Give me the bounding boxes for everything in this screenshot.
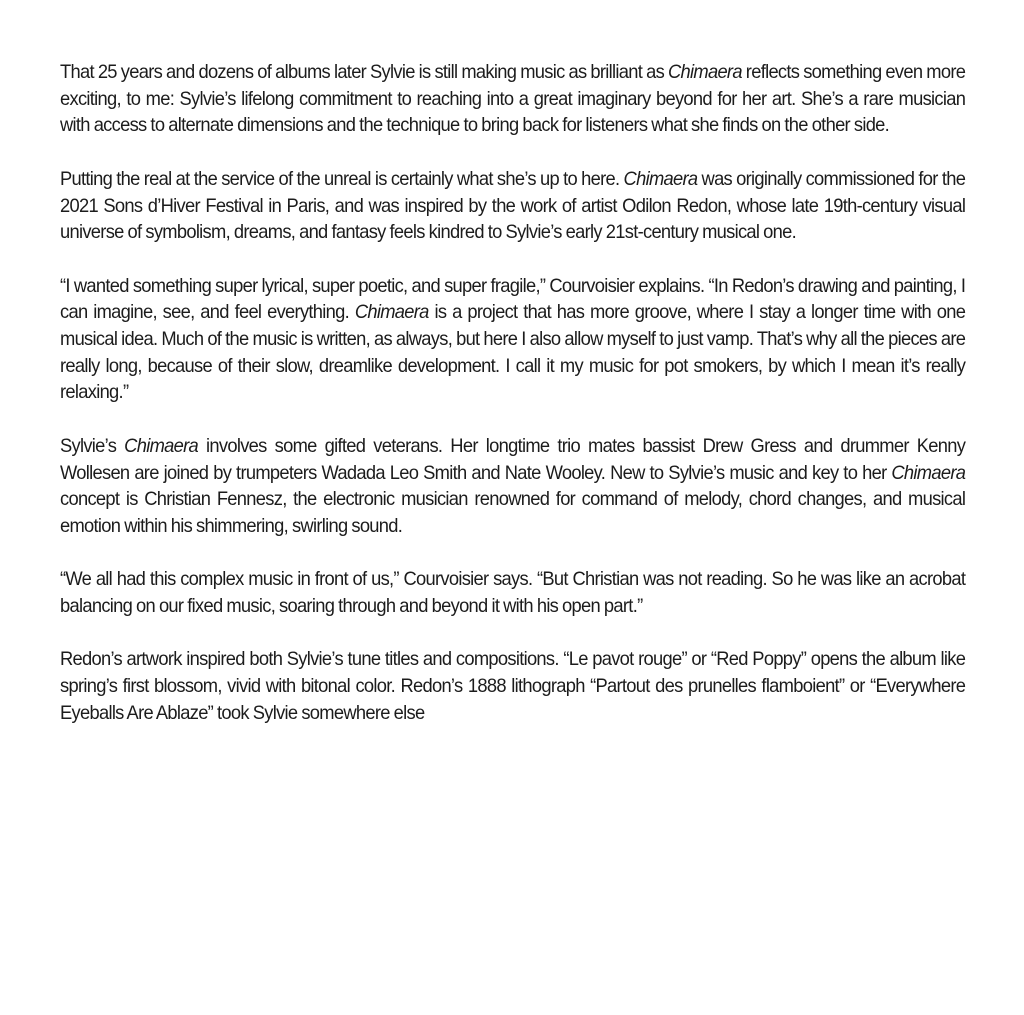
paragraph-text: involves some gifted veterans. Her longtime trio mates bassist Drew Gress and drummer Kenny Wollesen are joined by trumpeters Wadada Leo Smith and Nate Wooley. New to Sylvie’s music and key to her [60,434,966,484]
paragraph-text: Redon’s artwork inspired both Sylvie’s tune titles and compositions. “Le pavot rouge” or “Red Poppy” opens the album like spring’s first blossom, vivid with bitonal color. Redon’s 1888 lithograph “Partout des prunelles flamboient” or “Everywhere Eyeballs Are Ablaze” took Sylvie somewhere else [60,648,966,724]
paragraph-text: concept is Christian Fennesz, the electronic musician renowned for command of melody, chord changes, and musical emotion within his shimmering, swirling sound. [60,488,966,537]
paragraph-6 [60,646,965,726]
album-title: Chimaera [668,61,742,83]
paragraph-text: “We all had this complex music in front of us,” Courvoisier says. “But Christian was not reading. So he was like an acrobat balancing on our fixed music, soaring through and beyond it with his open part.” [60,568,966,617]
album-title: Chimaera [354,301,429,324]
paragraph-4 [60,433,965,540]
album-title: Chimaera [124,434,199,457]
paragraph-text: That 25 years and dozens of albums later Sylvie is still making music as brilliant as [60,61,669,83]
paragraph-text: “I wanted something super lyrical, super poetic, and super fragile,” Courvoisier explains. “In Redon’s drawing and painting, I can imagine, see, and feel everything. [60,274,966,324]
document-body [60,59,965,753]
album-title: Chimaera [891,461,966,484]
paragraph-2 [60,166,965,246]
paragraph-text: was originally commissioned for the 2021 Sons d’Hiver Festival in Paris, and was inspired by the work of artist Odilon Redon, whose late 19th-century visual universe of symbolism, dreams, and fantasy feels kindred to Sylvie’s early 21st-century musical one. [60,167,966,244]
paragraph-text: reflects something even more exciting, to me: Sylvie’s lifelong commitment to reaching into a great imaginary beyond for her art. She’s a rare musician with access to alternate dimensions and the technique to bring back for listeners what she finds on the other side. [60,61,966,137]
paragraph-1 [60,59,965,139]
album-title: Chimaera [623,167,698,190]
paragraph-text: is a project that has more groove, where I stay a longer time with one musical idea. Much of the music is written, as always, but here I also allow myself to just vamp. That’s why all the pieces are really long, because of their slow, dreamlike development. I call it my music for pot smokers, by which I mean it’s really relaxing.” [60,301,966,404]
paragraph-3 [60,273,965,407]
paragraph-text: Sylvie’s [60,434,125,457]
paragraph-5 [60,566,965,619]
paragraph-text: Putting the real at the service of the unreal is certainly what she’s up to here. [60,167,624,190]
